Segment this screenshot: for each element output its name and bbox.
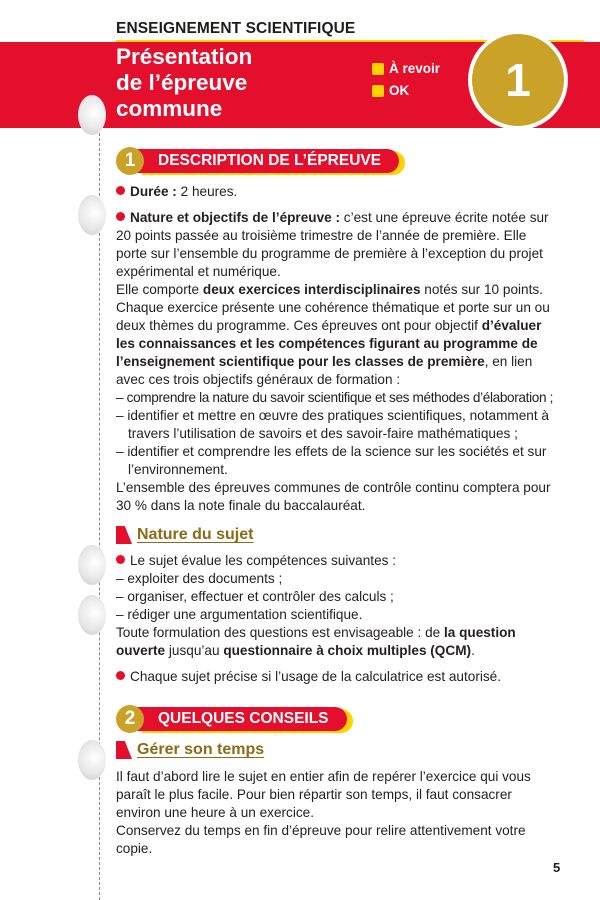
duree-value: 2 heures.	[176, 184, 238, 199]
comporte-prefix: Elle comporte	[116, 282, 203, 297]
binder-hole-icon	[78, 595, 106, 635]
checkbox-label: À revoir	[389, 61, 441, 76]
formulation-bold: la question ouverte	[116, 625, 516, 658]
duree-paragraph	[116, 183, 560, 201]
section-number: 1	[116, 147, 144, 175]
duree-label: Durée :	[130, 184, 177, 199]
ensemble-text: L’ensemble des épreuves communes de contrôle continu comptera pour 30 % dans la note finale du baccalauréat.	[116, 480, 551, 513]
chapter-number-badge: 1	[468, 30, 568, 130]
binder-dashed-line	[99, 128, 100, 900]
formulation-suffix: .	[471, 643, 475, 658]
bullet-icon	[116, 555, 125, 564]
subsection-title: Gérer son temps	[137, 741, 265, 758]
bullet-icon	[116, 212, 125, 221]
objectif-suffix: , en lien avec ces trois objectifs généraux de formation :	[116, 354, 533, 387]
checkbox-ok[interactable]	[372, 83, 409, 98]
checkbox-a-revoir[interactable]	[372, 61, 440, 76]
binder-hole-icon	[78, 95, 106, 135]
conseils-paragraph: Conservez du temps en fin d’épreuve pour relire attentivement votre copie.	[116, 823, 526, 856]
section-title: QUELQUES CONSEILS	[136, 707, 347, 731]
checkbox-square-icon	[372, 63, 384, 75]
list-item: – identifier et comprendre les effets de la science sur les sociétés et sur l’environnement.	[116, 444, 547, 477]
list-item: – organiser, effectuer et contrôler des calculs ;	[116, 589, 394, 604]
subject-label: ENSEIGNEMENT SCIENTIFIQUE	[116, 20, 356, 37]
page-number: 5	[553, 860, 561, 875]
checkbox-label: OK	[389, 83, 410, 98]
section-number: 2	[116, 705, 144, 733]
sujet-intro: Le sujet évalue les compétences suivantes :	[130, 553, 396, 568]
binder-hole-icon	[78, 195, 106, 235]
subsection-header	[116, 741, 264, 759]
list-item: – exploiter des documents ;	[116, 571, 283, 586]
calculatrice-text: Chaque sujet précise si l’usage de la calculatrice est autorisé.	[130, 669, 502, 684]
title-line: Présentation	[116, 44, 253, 69]
conseils-paragraph: Il faut d’abord lire le sujet en entier afin de repérer l’exercice qui vous paraît le plus facile. Pour bien répartir son temps, il faut consacrer environ une heure à un exercice.	[116, 769, 531, 820]
conseils-block	[116, 768, 560, 858]
formulation-bold: questionnaire à choix multiples (QCM)	[223, 643, 472, 658]
subsection-marker-icon	[116, 526, 132, 544]
list-item: – comprendre la nature du savoir scientifique et ses méthodes d’élaboration ;	[116, 390, 554, 405]
nature-sujet-block	[116, 552, 560, 686]
list-item: – rédiger une argumentation scientifique.	[116, 607, 363, 622]
subsection-marker-icon	[116, 741, 132, 759]
page-title	[116, 44, 376, 122]
objectif-bold: d’évaluer les connaissances et les compétences figurant au programme de l’enseignement scientifique pour les classes de première	[116, 318, 542, 369]
comporte-suffix: notés sur 10 points.	[420, 282, 543, 297]
chaque-text: Chaque exercice présente une cohérence thématique et porte sur un ou deux thèmes du programme. Ces épreuves ont pour objectif	[116, 300, 550, 333]
binder-hole-icon	[78, 545, 106, 585]
nature-label: Nature et objectifs de l’épreuve :	[130, 210, 341, 225]
subsection-header	[116, 526, 253, 544]
bullet-icon	[116, 186, 125, 195]
nature-objectifs-block	[116, 209, 560, 515]
formulation-prefix: Toute formulation des questions est envisageable : de	[116, 625, 444, 640]
comporte-bold: deux exercices interdisciplinaires	[202, 282, 421, 297]
formulation-mid: jusqu’au	[165, 643, 224, 658]
binder-hole-icon	[78, 740, 106, 780]
nature-text: c’est une épreuve écrite notée sur 20 points passée au troisième trimestre de l’année de première. Elle porte sur l’ensemble du programme de première à l’exception du projet expérimental et numérique.	[116, 210, 549, 279]
list-item: – identifier et mettre en œuvre des pratiques scientifiques, notamment à travers l’utilisation de savoirs et des savoir-faire mathématiques ;	[116, 408, 549, 441]
checkbox-square-icon	[372, 85, 384, 97]
title-line: de l’épreuve	[116, 70, 248, 95]
section-title: DESCRIPTION DE L’ÉPREUVE	[136, 149, 399, 173]
title-line: commune	[116, 96, 223, 121]
subsection-title: Nature du sujet	[137, 526, 254, 543]
bullet-icon	[116, 671, 125, 680]
